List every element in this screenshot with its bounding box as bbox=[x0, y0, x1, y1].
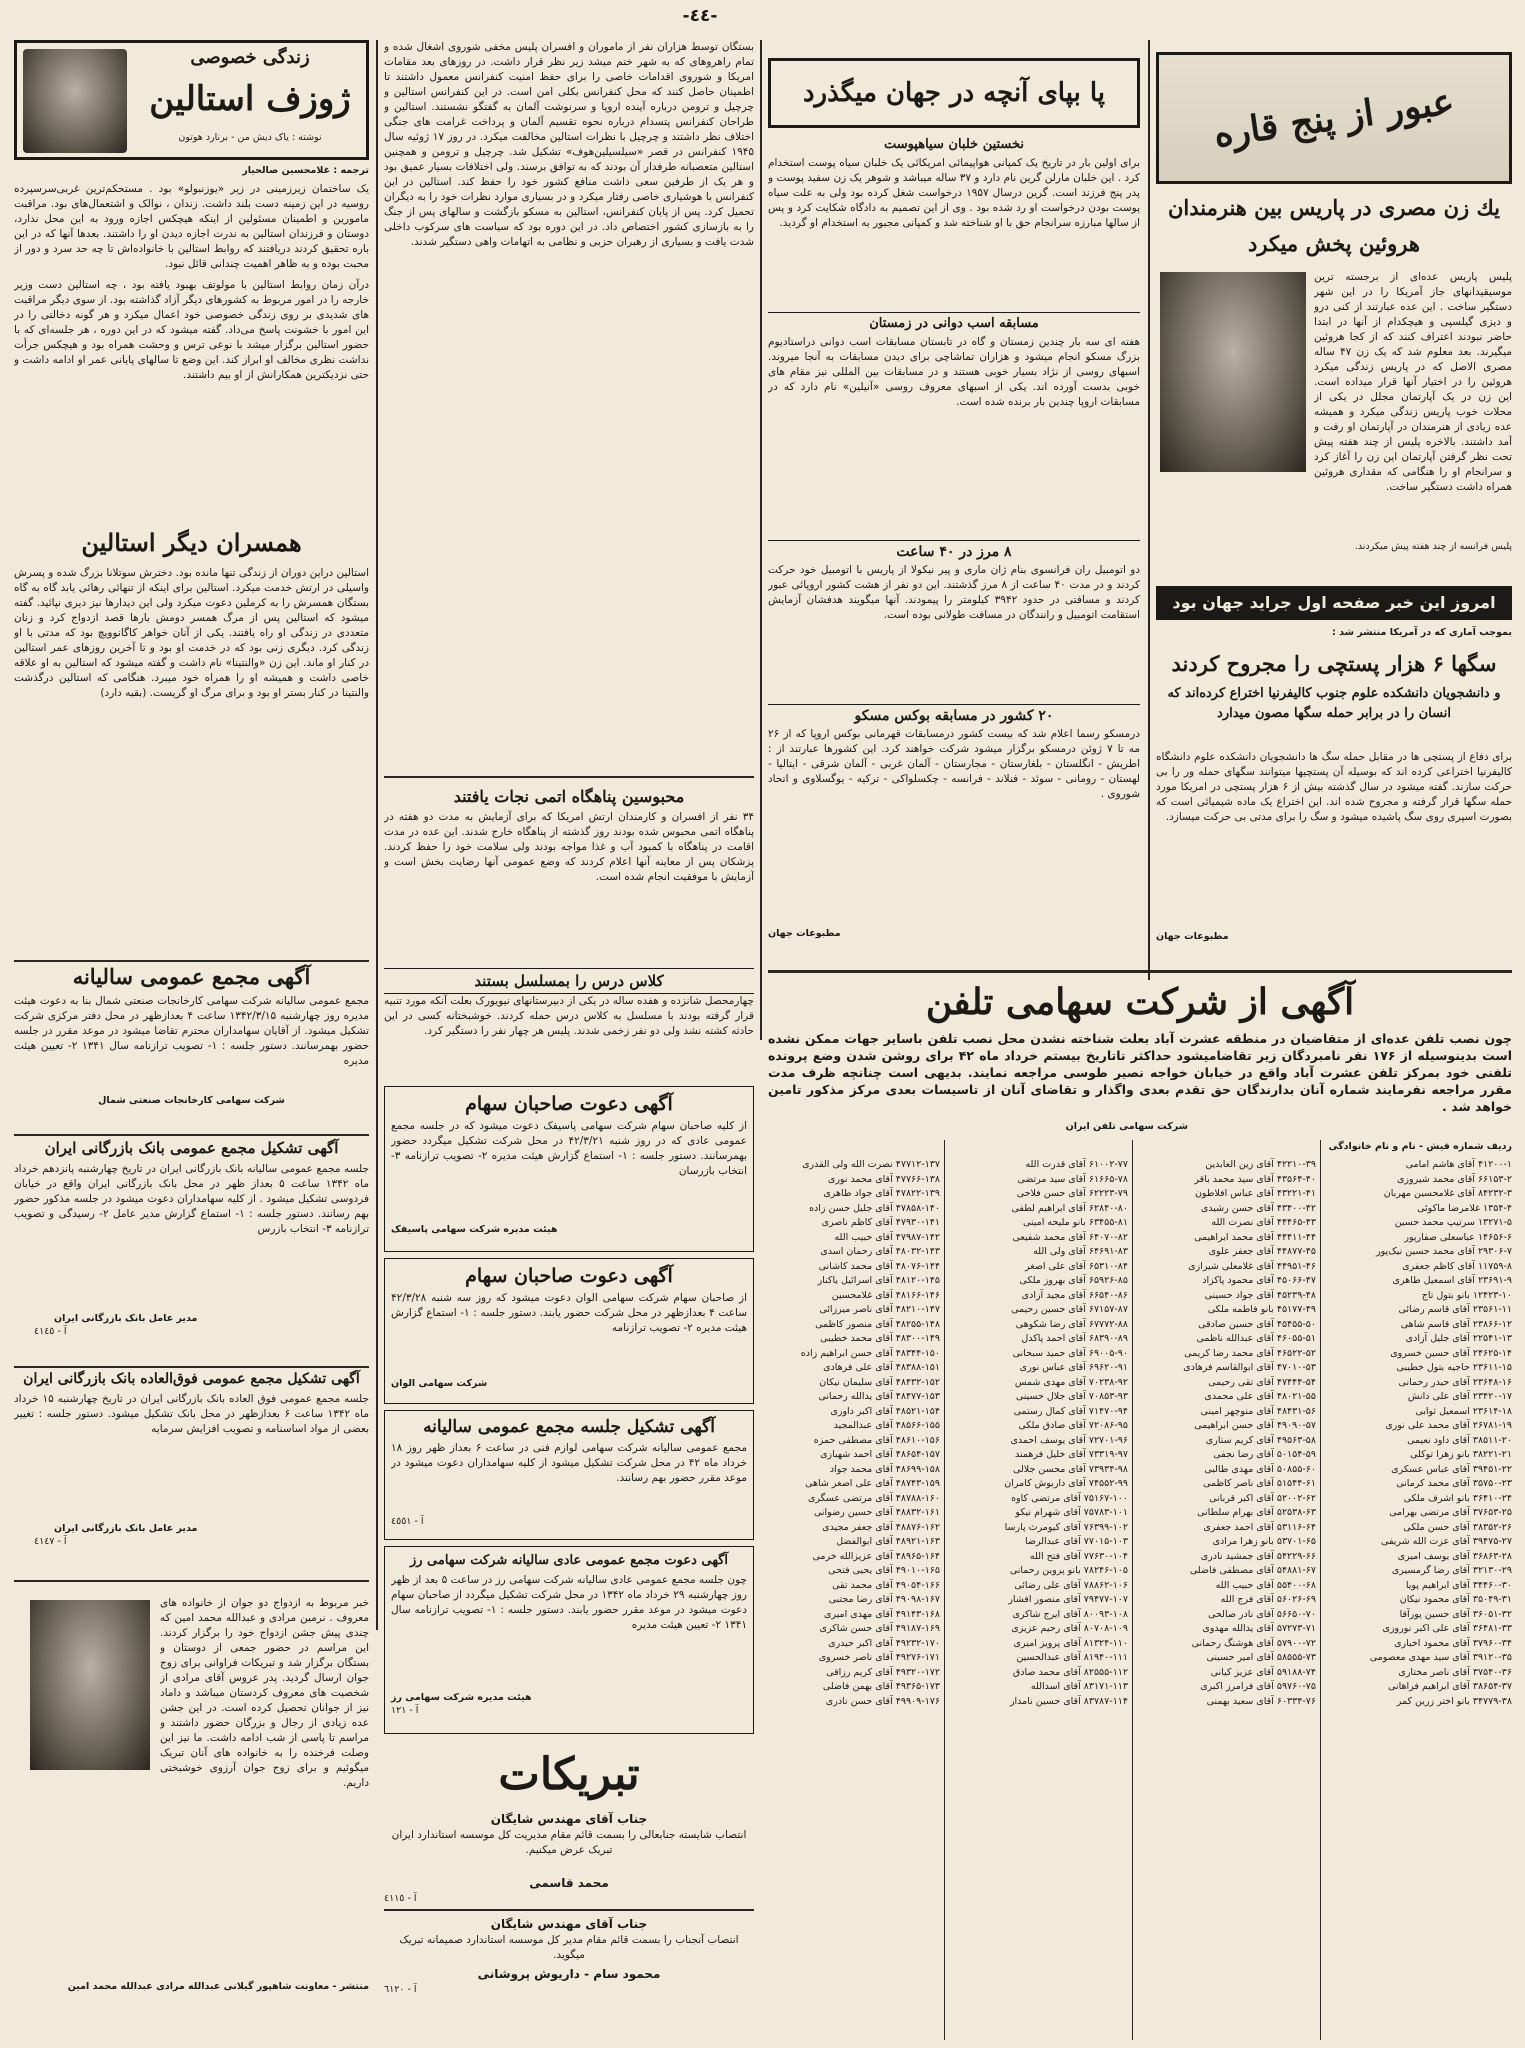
subscriber-row: ۴۸۰۲۱-۵۵ آقای علی محمدی bbox=[1204, 1391, 1316, 1402]
subscriber-row: ۷۵۷۸۳-۱۰۱ آقای شهرام نیکو bbox=[1015, 1507, 1128, 1518]
article-body: درمسکو رسما اعلام شد که بیست کشور درمسابقات قهرمانی بوکس اروپا که از ۲۶ مه تا ۷ ژوئن درمسکو برگزار میشود شرکت خواهند کرد. این کشورها عبارتند از : اطریش - انگلستان - بلغارستان - مجارستان - آلمان غربی - آلمان شرقی - ایتالیا - لهستان - رومانی - سوئد - فنلاند - فرانسه - چکسلواکی - ترکیه - یوگسلاوی و اتحاد شوروی . bbox=[768, 728, 1140, 800]
subscriber-row: ۶۴۶۹۱-۸۳ آقای ولی الله bbox=[1033, 1246, 1128, 1257]
ad-title: آگهی دعوت صاحبان سهام bbox=[465, 1093, 673, 1115]
subscriber-row: ۲۳۶۱۱-۱۵ حاجیه بتول خطیبی bbox=[1396, 1362, 1512, 1373]
subscriber-row: ۴۲۲۱۰-۳۹ آقای زین العابدین bbox=[1205, 1159, 1316, 1170]
subscriber-row: ۳۸۶۵۴-۳۷ آقای ابراهیم فراهانی bbox=[1388, 1681, 1512, 1692]
subscriber-row: ۴۹۰۹۸-۱۶۷ آقای رضا مجتبی bbox=[828, 1594, 940, 1605]
subscriber-row: ۲۳۶۹۱-۹ آقای اسمعیل طاهری bbox=[1392, 1275, 1512, 1286]
ad-body: جلسه مجمع عمومی سالیانه بانک بازرگانی ایران در تاریخ چهارشنبه پانزدهم خرداد ماه ۱۳۴۲ ساعت ۵ بعداز ظهر در محل بانک بازرگانی ایران واقع در خیابان فردوسی تشکیل میشود . از کلیه سهامداران دعوت میشود در جلسه مذکور حضور بهم رسانند. دستور جلسه : ۱- استماع گزارش مدیر عامل ۲- رسیدگی و تصویب ترازنامه ۳- انتخاب بازرس bbox=[14, 1163, 369, 1235]
subscriber-row: ۳۴۷۷۹-۳۸ بانو اختر زرین کمر bbox=[1396, 1695, 1512, 1707]
subscriber-row: ۱۱۷۵۹-۸ آقای کاظم جعفری bbox=[1402, 1260, 1512, 1272]
subscriber-row: ۳۵۷۵۰-۲۳ آقای محمد کرمانی bbox=[1396, 1478, 1512, 1489]
column-rule bbox=[944, 1140, 945, 2040]
world-heading-box bbox=[768, 58, 1140, 128]
wedding-body-a: خبر مربوط به ازدواج دو جوان از خانواده های معروف . نرمین مرادی و عبدالله محمد امین که چندی پیش جشن ازدواج خود را برگزار کردند. این مراسم در حضور جمعی از دوستان و بستگان برگزار شد و تبریکات فراوانی برای زوج جوان ارسال گردید. پدر عروس آقای مرادی از شخصیت های معروف کردستان میباشد و داماد نیز از جوانان تحصیل کرده است. در این جشن عده زیادی از رجال و بزرگان حضور داشتند و مراسم تا پاسی از شب ادامه داشت. ما نیز این وصلت فرخنده را به خانواده های آنان تبریک میگوئیم و برای زوج جوان آرزوی خوشبختی داریم. bbox=[160, 1597, 369, 1789]
ad-signature: هیئت مدیره شرکت سهامی رز bbox=[391, 1692, 532, 1703]
page-number: -٤٤- bbox=[682, 6, 718, 26]
subscriber-row: ۷۷۰۱۵-۱۰۳ آقای عبدالرضا bbox=[1024, 1536, 1128, 1547]
subscriber-row: ۲۳۴۲۰-۱۷ آقای علی دانش bbox=[1407, 1391, 1512, 1402]
subscriber-row: ۲۳۸۶۶-۱۲ آقای قاسم شاهی bbox=[1400, 1318, 1512, 1330]
world-article-boxing bbox=[768, 704, 1140, 948]
subscriber-row: ۳۶۰۵۱-۳۲ آقای حسین پورآقا bbox=[1399, 1608, 1512, 1620]
subscriber-row: ۳۸۵۱۱-۲۰ آقای داود نعیمی bbox=[1407, 1434, 1512, 1446]
subscriber-row: ۴۵۱۷۷-۴۹ بانو فاطمه ملکی bbox=[1207, 1304, 1316, 1315]
subscriber-row: ۵۷۲۷۳-۷۱ آقای یدالله مهدوی bbox=[1202, 1623, 1316, 1634]
ad-bank-assembly bbox=[14, 1134, 369, 1362]
subscriber-row: ۸۰۷۰۸-۱۰۹ آقای رحیم عزیزی bbox=[1011, 1623, 1128, 1634]
subscriber-row: ۶۱۶۶۵-۷۸ آقای سید مرتضی bbox=[1017, 1173, 1128, 1185]
subscriber-column-3 bbox=[950, 1158, 1128, 2038]
congrats-recipient: جناب آقای مهندس شایگان bbox=[490, 1812, 648, 1826]
news-title: کلاس درس را بمسلسل بستند bbox=[384, 968, 754, 994]
subscriber-row: ۴۸۴۳۱-۵۶ آقای منوچهر امینی bbox=[1200, 1405, 1316, 1417]
subscriber-row: ۳۶۴۸۱-۳۳ آقای علی اکبر نوروزی bbox=[1382, 1623, 1512, 1634]
subscriber-row: ۷۴۵۵۲-۹۹ آقای داریوش کامران bbox=[1004, 1478, 1128, 1489]
ad-code: آ - ٤٥٥١ bbox=[391, 1516, 424, 1527]
subscriber-row: ۴۷۸۵۸-۱۴۰ آقای جلیل حسن زاده bbox=[809, 1202, 940, 1214]
subscriber-row: ۸۴۲۳۲-۳ آقای غلامحسین مهربان bbox=[1383, 1188, 1512, 1199]
congrats-code: آ - ٦١٢٠ bbox=[384, 1984, 417, 1995]
subscriber-row: ۳۶۸۶۳-۲۸ آقای یوسف امیری bbox=[1397, 1550, 1512, 1562]
news-classroom bbox=[384, 968, 754, 1080]
article-title: نخستین خلبان سیاهپوست bbox=[883, 137, 1025, 152]
subscriber-row: ۸۱۹۴۰-۱۱۱ آقای عبدالحسین bbox=[1016, 1652, 1128, 1663]
five-continents-box bbox=[1156, 52, 1512, 184]
telephone-title: آگهی از شرکت سهامی تلفن bbox=[925, 981, 1355, 1023]
subscriber-row: ۴۸۳۸۸-۱۵۱ آقای علی فرهادی bbox=[823, 1362, 940, 1373]
ad-body: از کلیه صاحبان سهام شرکت سهامی پاسیفک دعوت میشود که در جلسه مجمع عمومی عادی که در روز شنبه ۴۲/۳/۲۱ در محل شرکت تشکیل میگردد حضور بهمرسانند. دستور جلسه : ۱- استماع گزارش هیئت مدیره ۲- تصویب ترازنامه ۳- انتخاب بازرسان bbox=[391, 1120, 747, 1177]
subscriber-row: ۵۲۵۳۸-۶۳ آقای بهرام سلطانی bbox=[1197, 1507, 1316, 1518]
subscriber-row: ۴۸۴۳۲-۱۵۲ آقای سلیمان نیکان bbox=[819, 1376, 940, 1388]
wedding-signature: منتشر - معاونت شاهپور گیلانی عبدالله مرادی عبدالله محمد امین bbox=[67, 1981, 369, 1992]
subscriber-row: ۵۴۸۸۱-۶۷ آقای مصطفی فاضلی bbox=[1189, 1565, 1316, 1576]
ad-title: آگهی تشکیل مجمع عمومی فوق‌العاده بانک بازرگانی ایران bbox=[23, 1371, 360, 1387]
subscriber-row: ۸۳۷۸۷-۱۱۴ آقای حسین نامدار bbox=[1009, 1695, 1128, 1707]
subscriber-row: ۱۳۲۷۱-۵ سرتیپ محمد حسین bbox=[1394, 1217, 1512, 1228]
subscriber-row: ۴۴۴۱۱-۴۴ آقای محمد ابراهیمی bbox=[1194, 1231, 1316, 1243]
telephone-signature: شرکت سهامی تلفن ایران bbox=[1065, 1121, 1188, 1132]
subscriber-row: ۴۹۲۳۲-۱۷۰ آقای اکبر حیدری bbox=[828, 1637, 940, 1649]
article-source: مطبوعات جهان bbox=[768, 928, 841, 939]
subscriber-row: ۷۳۹۳۴-۹۸ آقای محسن جلالی bbox=[1012, 1463, 1128, 1475]
subscriber-row: ۴۸۹۶۵-۱۶۴ آقای عزیزالله خرمی bbox=[812, 1550, 940, 1562]
world-heading: پا بپای آنچه در جهان میگذرد bbox=[802, 78, 1106, 108]
rule bbox=[384, 1909, 754, 1911]
subscriber-row: ۶۲۲۲۳-۷۹ آقای حسن فلاحی bbox=[1016, 1188, 1128, 1199]
subscriber-row: ۲۹۳۰۶-۷ آقای محمد حسین نیک‌پور bbox=[1376, 1246, 1512, 1257]
subscriber-row: ۴۸۹۲۱-۱۶۳ آقای ابوالفضل bbox=[836, 1536, 940, 1547]
stalin-series: زندگی خصوصی bbox=[190, 47, 310, 68]
subscriber-row: ۲۶۷۸۱-۱۹ آقای محمد علی نوری bbox=[1385, 1420, 1512, 1431]
subscriber-row: ۴۸۷۴۳-۱۵۹ آقای علی اصغر شاهی bbox=[805, 1478, 940, 1489]
ad-bank-extra bbox=[14, 1366, 369, 1576]
subscriber-row: ۵۵۴۰۰-۶۸ آقای حبیب الله bbox=[1215, 1579, 1316, 1591]
egyptian-woman-photo bbox=[1160, 272, 1306, 472]
subscriber-row: ۴۸۴۷۷-۱۵۳ آقای یدالله رحمانی bbox=[818, 1391, 940, 1402]
subscriber-row: ۴۹۳۲۰-۱۷۲ آقای کریم رزاقی bbox=[826, 1666, 940, 1678]
stalin-title: ژوزف استالین bbox=[149, 79, 351, 119]
world-article-borders bbox=[768, 540, 1140, 700]
ad-roz-company bbox=[384, 1546, 754, 1734]
subscriber-row: ۲۳۶۱۴-۱۸ اسمعیل ثوابی bbox=[1415, 1405, 1512, 1417]
subscriber-row: ۵۶۶۵۰-۷۰ آقای نادر صالحی bbox=[1208, 1608, 1316, 1620]
subscriber-row: ۴۸۷۸۸-۱۶۰ آقای مرتضی عسگری bbox=[807, 1492, 940, 1504]
subscriber-row: ۵۳۷۰۱-۶۵ بانو زهرا مرادی bbox=[1212, 1536, 1316, 1547]
subscriber-row: ۴۵۴۵۵-۵۰ آقای حسین صادقی bbox=[1198, 1318, 1316, 1330]
subscriber-row: ۷۰۸۵۳-۹۳ آقای جلال حسینی bbox=[1015, 1391, 1128, 1402]
ad-signature: شرکت سهامی الوان bbox=[391, 1378, 488, 1389]
subscriber-row: ۱۴۶۵۶-۶ عباسعلی صفارپور bbox=[1404, 1231, 1512, 1243]
subscriber-row: ۵۰۱۵۴-۵۹ آقای رضا نجفی bbox=[1213, 1449, 1316, 1460]
subscriber-row: ۴۸۳۴۴-۱۵۰ آقای حسن ابراهیم زاده bbox=[800, 1347, 940, 1359]
subscriber-row: ۷۳۳۱۹-۹۷ آقای خلیل فرهمند bbox=[1015, 1449, 1128, 1460]
ad-title: آگهی مجمع عمومی سالیانه bbox=[72, 964, 311, 989]
subscriber-row: ۴۸۱۶۶-۱۴۶ آقای غلامحسین bbox=[831, 1289, 940, 1301]
subscriber-row: ۶۲۸۴۰-۸۰ آقای ابراهیم لطفی bbox=[1011, 1202, 1128, 1214]
world-article-pilot bbox=[768, 134, 1140, 306]
subscriber-row: ۳۹۴۷۵-۲۷ آقای عزت الله شریفی bbox=[1381, 1536, 1512, 1547]
subscriber-row: ۴۸۶۹۹-۱۵۸ آقای محمد جواد bbox=[829, 1463, 940, 1475]
subscriber-row: ۲۲۵۴۱-۱۳ آقای جلیل آزادی bbox=[1405, 1333, 1512, 1344]
five-continents-caption: پلیس فرانسه از چند هفته پیش میکردند. bbox=[1354, 541, 1512, 552]
stalin-subhead: همسران دیگر استالین bbox=[81, 528, 302, 557]
stalin-translator: ترجمه : غلامحسین صالحیار bbox=[242, 165, 369, 176]
ad-title: آگهی تشکیل جلسه مجمع عمومی سالیانه bbox=[423, 1417, 715, 1437]
world-article-horse bbox=[768, 312, 1140, 536]
congrats-body: انتصاب آنجناب را بسمت قائم مقام مدیر کل موسسه استاندارد صمیمانه تبریک میگوید. bbox=[399, 1934, 739, 1961]
subscriber-row: ۷۰۲۳۸-۹۲ آقای مهدی شمس bbox=[1014, 1376, 1128, 1388]
subscriber-row: ۴۹۵۶۳-۵۸ آقای کریم ستاری bbox=[1205, 1434, 1316, 1446]
subscriber-row: ۷۲۷۰۱-۹۶ آقای یوسف احمدی bbox=[1010, 1434, 1128, 1446]
subscriber-row: ۴۵۰۶۶-۴۷ آقای محمود پاکزاد bbox=[1202, 1275, 1316, 1286]
five-continents-body: پلیس پاریس عده‌ای از برجسته ترین موسیقیدانهای جاز آمریکا را در این شهر دستگیر ساخت . این عده عبارتند از کنی درو و دیزی گیلسپی و هیچکدام از آنها در ابتدا حاضر نبودند اعتراف کنند که از کجا هروئین میگیرند. بعد معلوم شد که یک زن ۴۷ ساله مصری الاصل که در پاریس زندگی میکرد هروئین را در اختیار آنها قرار میداده است. این زن در یک آپارتمان مجلل در یکی از محلات خوب پاریس زندگی میکرد و همیشه عده زیادی از هنرمندان در آپارتمان او رفت و آمد داشتند. بالاخره پلیس از چند هفته پیش تحت نظر گرفتن آپارتمان این زن را آغاز کرد و سرانجام او را هنگامی که مقداری هروئین همراه داشت دستگیر ساخت. bbox=[1314, 271, 1512, 493]
subscriber-row: ۵۴۲۲۹-۶۶ آقای جمشید نادری bbox=[1200, 1550, 1316, 1562]
subscriber-column-2 bbox=[1138, 1158, 1316, 2038]
congrats-code: آ - ٤١١٥ bbox=[384, 1893, 417, 1904]
subscriber-row: ۶۹۶۲۰-۹۱ آقای عباس نوری bbox=[1019, 1362, 1128, 1373]
congrats-title: تبریکات bbox=[498, 1749, 640, 1800]
article-title: ۸ مرز در ۴۰ ساعت bbox=[896, 544, 1012, 560]
subscriber-row: ۷۸۸۶۲-۱۰۶ آقای علی رضائی bbox=[1014, 1579, 1128, 1591]
subscriber-row: ۵۷۹۰۰-۷۲ آقای هوشنگ رحمانی bbox=[1191, 1637, 1316, 1649]
subscriber-row: ۶۵۳۱۰-۸۴ آقای علی اصغر bbox=[1025, 1260, 1128, 1272]
subscriber-row: ۴۹۱۴۳-۱۶۸ آقای مهدی امیری bbox=[824, 1608, 940, 1620]
subscriber-row: ۴۹۹۰۹-۱۷۶ آقای حسن نادری bbox=[825, 1695, 940, 1707]
five-continents-heading: عبور از پنج قاره bbox=[1211, 80, 1457, 156]
ad-assembly-north bbox=[14, 960, 369, 1130]
article-body: برای اولین بار در تاریخ یک کمپانی هواپیمائی امریکائی یک خلبان سیاه پوست استخدام کرد . این خلبان مارلن گرین نام دارد و ۳۷ ساله میباشد و شوهر یک زن سفید پوست و پدر پنج فرزند است. گرین درسال ۱۹۵۷ درخواست شغل کرده بود ولی به علت سیاه پوست بودن درخواست او رد شده بود . وی از این تصمیم به دادگاه شکایت کرد و پس از سالها مبارزه سرانجام حق با او شناخته شد و کمپانی مجبور به استخدام او گردید. bbox=[768, 157, 1140, 229]
subscriber-row: ۳۷۵۴۰-۳۶ آقای ناصر مختاری bbox=[1398, 1666, 1512, 1678]
stalin-body-1 bbox=[14, 182, 369, 522]
ad-title: آگهی دعوت صاحبان سهام bbox=[465, 1265, 673, 1287]
subscriber-row: ۶۴۰۷۰-۸۲ آقای محمد شفیعی bbox=[1012, 1231, 1128, 1243]
subscriber-row: ۲۴۶۲۵-۱۴ آقای حسین خسروی bbox=[1390, 1347, 1512, 1359]
ad-body: مجمع عمومی سالیانه شرکت سهامی کارخانجات صنعتی شمال بنا به دعوت هیئت مدیره روز چهارشنبه ۱۳۴۲/۳/۱۵ ساعت ۴ بعدازظهر در محل دفتر مرکزی شرکت تشکیل میشود. از آقایان سهامداران محترم تقاضا میشود در موعد مقرر در جلسه حضور بهمرسانند. دستور جلسه : ۱- تصویب ترازنامه سال ۱۳۴۱ ۲- تعیین هیئت مدیره bbox=[14, 995, 369, 1067]
news-body: ۳۴ نفر از افسران و کارمندان ارتش امریکا که برای آزمایش به مدت دو هفته در پناهگاه اتمی محبوس شده بودند روز گذشته از پناهگاه خارج شدند. این عده در مدت اقامت در پناهگاه با کمبود آب و غذا مواجه بودند ولی سلامت خود را حفظ کردند. پزشکان پس از معاینه آنها اعلام کردند که وضع عمومی آنها رضایت بخش است و آزمایش با موفقیت انجام شده است. bbox=[384, 811, 754, 883]
subscriber-row: ۴۹۳۶۵-۱۷۳ آقای بهمن فاضلی bbox=[822, 1681, 940, 1692]
stalin-portrait bbox=[23, 49, 127, 153]
subscriber-row: ۴۷۰۱۰-۵۳ آقای ابوالقاسم فرهادی bbox=[1183, 1362, 1316, 1373]
subscriber-row: ۴۳۲۲۱-۴۱ آقای عباس افلاطون bbox=[1194, 1188, 1316, 1199]
subscriber-row: ۴۹۰۹۰-۵۷ آقای حسن ابراهیمی bbox=[1194, 1420, 1316, 1431]
rule bbox=[14, 1580, 369, 1582]
ad-code: آ - ٤١٤٥ bbox=[34, 1326, 67, 1337]
stalin-header-box bbox=[14, 40, 369, 160]
news-headline: سگها ۶ هزار پستچی را مجروح کردند bbox=[1171, 651, 1497, 676]
news-title: محبوسین پناهگاه اتمی نجات یافتند bbox=[453, 787, 685, 806]
subscriber-row: ۷۲۰۸۶-۹۵ آقای صادق ملکی bbox=[1018, 1420, 1128, 1431]
subscriber-row: ۶۷۱۵۷-۸۷ آقای حسین رحیمی bbox=[1011, 1304, 1128, 1315]
subscriber-row: ۷۱۴۷۰-۹۴ آقای کمال رستمی bbox=[1013, 1405, 1128, 1417]
news-subhead: و دانشجویان دانشکده علوم جنوب کالیفرنیا اختراع کرده‌اند که انسان را در برابر حمله سگها مصون میدارد bbox=[1167, 686, 1501, 721]
subscriber-row: ۵۱۵۴۴-۶۱ آقای ناصر کاظمی bbox=[1203, 1478, 1316, 1489]
subscriber-row: ۴۸۸۳۲-۱۶۱ آقای حسین رضوانی bbox=[813, 1507, 940, 1518]
ad-shareholders-pacific bbox=[384, 1086, 754, 1252]
subscriber-row: ۴۸۲۱۰-۱۴۷ آقای ناصر میرزائی bbox=[819, 1304, 940, 1315]
subscriber-row: ۵۳۱۱۶-۶۴ آقای احمد جعفری bbox=[1203, 1521, 1316, 1533]
ad-signature: مدیر عامل بانک بازرگانی ایران bbox=[54, 1523, 198, 1534]
subscriber-row: ۷۷۶۳۰-۱۰۴ آقای فتح الله bbox=[1029, 1550, 1128, 1562]
ad-code: آ - ۱۲۱ bbox=[391, 1705, 419, 1716]
ad-code: آ - ٤١٤٧ bbox=[34, 1536, 67, 1547]
subscriber-row: ۶۳۴۵۵-۸۱ بانو ملیحه امینی bbox=[1022, 1217, 1128, 1228]
rule bbox=[14, 1366, 369, 1368]
subscriber-row: ۴۸۶۱۰-۱۵۶ آقای مصطفی حمزه bbox=[813, 1434, 940, 1446]
rule bbox=[768, 970, 1512, 973]
column-rule bbox=[376, 40, 378, 1630]
column-rule bbox=[1148, 40, 1150, 980]
subscriber-row: ۴۸۰۷۶-۱۴۴ آقای محمد کاشانی bbox=[818, 1260, 940, 1272]
ad-signature: مدیر عامل بانک بازرگانی ایران bbox=[54, 1313, 198, 1324]
subscriber-row: ۳۸۳۵۲-۲۶ آقای حسن ملکی bbox=[1403, 1521, 1512, 1533]
article-body: دو اتومبیل ران فرانسوی بنام ژان ماری و پیر نیکولا از پاریس با اتومبیل خود حرکت کردند و در مدت ۴۰ ساعت از ۸ مرز گذشتند. این دو نفر از هشت کشور اروپائی عبور کردند و مسافتی در حدود ۳۹۴۲ کیلومتر را پیمودند. آنها میگویند هدفشان آزمایش استقامت اتومبیل و رانندگان در مسافت طولانی بوده است. bbox=[768, 564, 1140, 621]
subscriber-row: ۳۷۹۶۰-۳۴ آقای محمود اخباری bbox=[1394, 1637, 1512, 1649]
rule bbox=[14, 1134, 369, 1136]
telephone-col-header: ردیف شماره فیش - نام و نام خانوادگی bbox=[1328, 1141, 1512, 1152]
article-title: ۲۰ کشور در مسابقه بوکس مسکو bbox=[854, 708, 1054, 724]
subscriber-row: ۳۲۱۳۰-۲۹ آقای رضا گرمسیری bbox=[1391, 1565, 1512, 1576]
subscriber-row: ۷۸۲۴۶-۱۰۵ بانو پروین رحمانی bbox=[1009, 1565, 1128, 1576]
news-body: برای دفاع از پستچی ها در مقابل حمله سگ ها دانشجویان دانشکده علوم دانشگاه کالیفرنیا اختراعی کرده اند که بوسیله آن پستچیها میتوانند سگهای حمله ور را بی حرکت سازند. گفته میشود در سال گذشته بیش از ۶ هزار پستچی در امریکا مورد حمله سگها قرار گرفته و مجروح شده اند. این اختراع یک ماده شیمیائی است که بصورت اسپری روی سگ پاشیده میشود و سگ را برای مدتی بی حرکت میسازد. bbox=[1156, 751, 1512, 823]
article-body: هفته ای سه بار چندین زمستان و گاه در تابستان مسابقات اسب دوانی دراستادیوم بزرگ مسکو انجام میشود و هزاران تماشاچی برای دیدن مسابقات به آنجا میروند. اسبهای روسی از نژاد بسیار خوبی هستند و در مسابقات بین المللی نیز مقام های خوبی بدست آورده اند. یکی از اسبهای معروف روسی «آنیلین» نام دارد که در مسابقات اروپا چندین بار برنده شده است. bbox=[768, 336, 1140, 408]
subscriber-row: ۶۷۷۷۲-۸۸ آقای رضا شکوهی bbox=[1015, 1318, 1128, 1330]
telephone-body: چون نصب تلفن عده‌ای از متقاضیان در منطقه عشرت آباد بعلت شناخته نشدن محل نصب تلفن باسایر جهات ممکن نشده است بدینوسیله از ۱۷۶ نفر نامبردگان زیر تقاضامیشود حداکثر تاتاریخ بیستم خرداد ماه ۴۲ برای روشن شدن وضع پرونده تلفنی خود بمرکز تلفن عشرت آباد واقع در خیابان خواجه نصیر طوسی مراجعه نمایند. بدیهی است چنانچه ظرف مدت مقرر مراجعه نفرمایند شماره آنان بدارندگان حق تقدم بعدی واگذار و تقاضای آنان از تاسیسات بعدی مرکز مذکور تامین خواهد شد . bbox=[768, 1031, 1512, 1114]
congrats-body: انتصاب شایسته جنابعالی را بسمت قائم مقام مدیریت کل موسسه استاندارد ایران تبریک عرض میکنیم. bbox=[391, 1829, 747, 1856]
stalin-author: نوشته : یاک دیش من - برنارد هوتون bbox=[178, 132, 322, 143]
ad-body: جلسه مجمع عمومی فوق العاده بانک بازرگانی ایران در تاریخ چهارشنبه ۱۵ خرداد ماه ۱۳۴۲ ساعت ۶ بعدازظهر در محل بانک تشکیل میشود. دستور جلسه : تغییر بعضی از مواد اساسنامه و تصویب افزایش سرمایه bbox=[14, 1393, 369, 1435]
subscriber-row: ۵۹۱۸۸-۷۴ آقای عزیز کیانی bbox=[1210, 1666, 1316, 1678]
subscriber-row: ۴۷۴۴۴-۵۴ آقای تقی رحیمی bbox=[1208, 1376, 1316, 1388]
rule bbox=[384, 776, 754, 778]
subscriber-row: ۴۴۴۶۵-۴۳ آقای نصرت الله bbox=[1211, 1217, 1316, 1228]
subscriber-row: ۶۶۵۴۰-۸۶ آقای مجید آزادی bbox=[1021, 1289, 1128, 1301]
ad-title: آگهی دعوت مجمع عمومی عادی سالیانه شرکت سهامی رز bbox=[409, 1553, 729, 1568]
subscriber-row: ۴۶۰۵۵-۵۱ آقای عبدالله ناظمی bbox=[1196, 1333, 1316, 1344]
subscriber-row: ۴۷۷۱۲-۱۳۷ نصرت الله ولی القدری bbox=[802, 1159, 940, 1170]
subscriber-row: ۴۸۵۶۶-۱۵۵ آقای عبدالمجید bbox=[833, 1420, 940, 1431]
subscriber-row: ۴۷۷۶۶-۱۳۸ آقای محمد نوری bbox=[827, 1173, 940, 1185]
subscriber-row: ۵۹۷۶۰-۷۵ آقای فرامرز اکبری bbox=[1200, 1681, 1316, 1692]
subscriber-row: ۴۹۱۸۷-۱۶۹ آقای حسن شاکری bbox=[819, 1623, 940, 1634]
subscriber-row: ۷۵۱۶۷-۱۰۰ آقای مرتضی کاوه bbox=[1011, 1492, 1128, 1504]
subscriber-row: ۲۳۶۴۸-۱۶ آقای حیدر رحمانی bbox=[1398, 1376, 1512, 1388]
subscriber-column-1 bbox=[1326, 1158, 1512, 2038]
subscriber-row: ۴۳۴۰۰-۴۲ آقای حسن رشیدی bbox=[1200, 1202, 1316, 1214]
rule bbox=[14, 960, 369, 962]
article-title: مسابقه اسب دوانی در زمستان bbox=[869, 316, 1039, 331]
subscriber-row: ۴۱۲۰۰-۱ آقای هاشم امامی bbox=[1405, 1159, 1512, 1170]
column-rule bbox=[1320, 1140, 1321, 2040]
subscriber-row: ۳۹۱۲۰-۳۵ آقای سید مهدی معصومی bbox=[1369, 1652, 1512, 1663]
subscriber-row: ۸۲۵۵۵-۱۱۲ آقای محمد صادق bbox=[1012, 1666, 1128, 1678]
congrats-signature: محمد قاسمی bbox=[529, 1876, 609, 1890]
subscriber-row: ۱۲۴۲۳-۱۰ بانو بتول تاج bbox=[1421, 1289, 1512, 1301]
subscriber-row: ۳۸۲۲۱-۲۱ بانو زهرا توکلی bbox=[1410, 1449, 1512, 1460]
subscriber-row: ۵۲۰۰۲-۶۲ آقای اکبر قربانی bbox=[1209, 1492, 1316, 1504]
subscriber-column-4 bbox=[768, 1158, 940, 2038]
subscriber-row: ۶۱۰۰۲-۷۷ آقای قدرت الله bbox=[1025, 1159, 1128, 1170]
wedding-photo bbox=[30, 1600, 150, 1770]
news-source: مطبوعات جهان bbox=[1156, 931, 1229, 942]
subscriber-row: ۳۷۶۵۳-۲۵ آقای مرتضی بهرامی bbox=[1389, 1507, 1512, 1518]
subscriber-row: ۸۱۳۲۴-۱۱۰ آقای پرویز امیری bbox=[1013, 1637, 1128, 1649]
subscriber-row: ۴۷۹۳۰-۱۴۱ آقای کاظم ناصری bbox=[821, 1217, 940, 1228]
stalin-paragraph: یک ساختمان زیرزمینی در زیر «یوزنبولو» بود . مستحکم‌ترین غربی‌سرسپرده روسیه در این زمینه دست بلند داشت. زندان ، نوالک و اشتعمال‌های بود. مراقبت مامورین و اطمینان مسئولین از اینکه هیچکس اجازه ورود به این محل ندارد، دوستان و فرزندان استالین به ندرت اجازه دیدن او را داشتند. بعدها آنها که در این باره تحقیق کردند دریافتند که روابط استالین با خانواده‌اش تا چه حد سرد و دور از محبت بوده و به ظاهر اهمیت چندانی قائل نبود. bbox=[14, 183, 369, 270]
stalin-paragraph: درآن زمان روابط استالین با مولوتف بهبود یافته بود ، چه استالین دست وزیر خارجه را در امور مربوط به کشورهای دیگر آزاد گذاشته بود. از سوی دیگر مراقبت های شدیدی بر روی زندگی خصوصی خود اعمال میکرد و هر گونه دخالتی را در این امور با خشونت پاسخ می‌داد. گفته میشود که در این دوره ، هر جلسه‌ای که با حضور استالین برگزار میشد با نوعی ترس و وحشت همراه بود و هیچکس جرأت نداشت نظری مخالف او ابراز کند. این وضع تا سالهای پایانی عمر او ادامه داشت و حتی نزدیکترین همکارانش از او بیم داشتند. bbox=[14, 279, 369, 381]
congrats-box bbox=[384, 1740, 754, 2040]
congrats-recipient: جناب آقای مهندس شایگان bbox=[490, 1917, 648, 1931]
headline-banner: امروز این خبر صفحه اول جراید جهان بود bbox=[1156, 586, 1512, 620]
subscriber-row: ۴۶۵۲۲-۵۲ آقای محمد رضا کریمی bbox=[1184, 1347, 1316, 1359]
subscriber-row: ۸۰۰۹۳-۱۰۸ آقای ایرج شاکری bbox=[1012, 1608, 1128, 1620]
ad-signature: هیئت مدیره شرکت سهامی پاسیفک bbox=[391, 1224, 558, 1235]
subscriber-row: ۴۷۹۸۷-۱۴۲ آقای حبیب الله bbox=[834, 1231, 940, 1243]
subscriber-row: ۲۳۵۶۱-۱۱ آقای قاسم رضائی bbox=[1398, 1304, 1512, 1315]
ad-signature: شرکت سهامی کارخانجات صنعتی شمال bbox=[98, 1095, 285, 1106]
ad-body: چون جلسه مجمع عمومی عادی سالیانه شرکت سهامی رز در ساعت ۵ بعد از ظهر روز چهارشنبه ۲۹ خرداد ماه ۱۳۴۲ در محل شرکت تشکیل میگردد از صاحبان سهام دعوت میشود در موعد مقرر حضور یابند. دستور جلسه : ۱- تصویب ترازنامه سال ۱۳۴۱ ۲- تعیین هیئت مدیره bbox=[391, 1574, 747, 1631]
subscriber-row: ۵۰۸۵۵-۶۰ آقای مهدی طالبی bbox=[1204, 1463, 1316, 1475]
subscriber-row: ۴۸۲۵۵-۱۴۸ آقای منصور کاظمی bbox=[815, 1318, 940, 1330]
subscriber-row: ۴۷۸۲۲-۱۳۹ آقای جواد طاهری bbox=[823, 1188, 940, 1199]
subscriber-row: ۶۰۳۳۴-۷۶ آقای سعید بهمنی bbox=[1206, 1695, 1316, 1707]
subscriber-row: ۴۸۸۷۶-۱۶۲ آقای جعفر مجیدی bbox=[822, 1521, 940, 1533]
subscriber-row: ۴۸۵۲۱-۱۵۴ آقای اکبر داوری bbox=[830, 1405, 940, 1417]
ad-body: از صاحبان سهام شرکت سهامی الوان دعوت میشود که روز سه شنبه ۴۲/۳/۲۸ ساعت ۴ بعدازظهر در محل شرکت حضور یابند. دستور جلسه : ۱- استماع گزارش هیئت مدیره ۲- تصویب ترازنامه bbox=[391, 1292, 747, 1334]
column-rule bbox=[760, 40, 762, 1040]
column-rule bbox=[1132, 1140, 1133, 2040]
subscriber-row: ۳۴۴۶۰-۳۰ آقای ابراهیم پویا bbox=[1405, 1579, 1512, 1591]
news-shelter bbox=[384, 784, 754, 964]
subscriber-row: ۴۴۸۷۷-۴۵ آقای جعفر علوی bbox=[1208, 1246, 1316, 1257]
subscriber-row: ۴۵۲۳۹-۴۸ آقای جواد حسینی bbox=[1204, 1289, 1316, 1301]
news-body: چهارمحصل شانزده و هفده ساله در یکی از دبیرستانهای نیویورک بعلت آنکه مورد تنبیه قرار گرفته بودند با مسلسل به کلاس درس حمله کردند. خوشبختانه کسی در این حادثه کشته نشد ولی دو نفر زخمی شدند. پلیس هر چهار نفر را دستگیر کرد. bbox=[384, 995, 754, 1037]
middle-article: بستگان توسط هزاران نفر از ماموران و افسران پلیس مخفی شوروی اشغال شده و تمام راهروهای که به شهر ختم میشد زیر نظر قرار داشت. در روزهای بعد مقامات امریکا و شوروی اقدامات خاصی را برای حفظ امنیت کنفرانس معمول داشتند تا اطمینان حاصل کنند که محل کنفرانس بکلی امن است. در این کنفرانس استالین و چرچیل و ترومن درباره آینده اروپا و سرنوشت آلمان به گفتگو نشستند. استالین و طراحان کنفرانس پتسدام درباره نحوه تقسیم آلمان و پرداخت غرامت های جنگی اختلاف نظر داشتند و چرچیل با نظرات استالین مخالفت میکرد. در روز ۱۷ ژوئیه سال ۱۹۴۵ کنفرانس در قصر «سیلسیلین‌هوف» تشکیل شد. چرچیل و ترومن و همچنین استالین متعصبانه طرفدار آن بودند که به توافق برسند. ولی اختلافات بسیار عمیق بود و هر یک از طرفین سعی داشت منافع کشور خود را حفظ کند. استالین در این کنفرانس با هوشیاری خاصی رفتار میکرد و در بسیاری موارد نظرات خود را به دیگران تحمیل کرد. پس از پایان کنفرانس، استالین به مسکو بازگشت و سالهای پس از جنگ را به بازسازی کشور اختصاص داد. در این دوره بود که سیاست های سرکوب داخلی شدت یافت و بسیاری از رهبران حزبی و نظامی به اتهامات واهی دستگیر شدند. bbox=[384, 41, 754, 248]
ad-shareholders-alvan bbox=[384, 1258, 754, 1404]
subscriber-row: ۶۸۳۹۰-۸۹ آقای احمد پاکدل bbox=[1021, 1333, 1128, 1344]
subscriber-row: ۴۴۹۵۱-۴۶ آقای غلامعلی شیرازی bbox=[1188, 1260, 1316, 1272]
subscriber-row: ۸۳۱۷۱-۱۱۳ آقای اسدالله bbox=[1030, 1681, 1128, 1692]
subscriber-row: ۴۹۰۱۰-۱۶۵ آقای یحیی فتحی bbox=[828, 1565, 940, 1576]
subscriber-row: ۱۳۵۴-۴ غلامرضا ماکوئی bbox=[1417, 1202, 1512, 1214]
subscriber-row: ۴۸۶۵۴-۱۵۷ آقای احمد شهبازی bbox=[820, 1449, 940, 1460]
subscriber-row: ۴۹۰۵۴-۱۶۶ آقای محمد تقی bbox=[832, 1579, 940, 1591]
subscriber-row: ۴۹۲۷۶-۱۷۱ آقای ناصر خسروی bbox=[818, 1652, 940, 1663]
subscriber-row: ۷۹۴۷۷-۱۰۷ آقای منصور افشار bbox=[1008, 1594, 1128, 1605]
ad-title: آگهی تشکیل مجمع عمومی بانک بازرگانی ایران bbox=[44, 1139, 339, 1157]
subscriber-row: ۳۹۴۵۱-۲۲ آقای عباس عسکری bbox=[1391, 1463, 1512, 1475]
subscriber-row: ۳۶۴۱۰-۲۴ بانو اشرف ملکی bbox=[1403, 1492, 1512, 1504]
subscriber-row: ۵۸۵۵۵-۷۳ آقای امیر حسینی bbox=[1206, 1652, 1316, 1663]
stalin-body-2: استالین دراین دوران از زندگی تنها مانده بود. دخترش سوتلانا بزرگ شده و پسرش واسیلی در ارتش خدمت میکرد. استالین برای اینکه از تنهائی رهائی یابد گاه به گاه بستگان همسرش را به کرملین دعوت میکرد ولی این دیدارها نیز دیری نپائید. گفته میشود که استالین پس از مرگ همسر دومش بارها قصد ازدواج کرد و زنان متعددی در زندگی او راه یافتند. یکی از آنان خواهر کاگانوویچ بود که مدتی با او زندگی کرد. دیگری زنی بود که در خدمت او بود و تا آخرین روزهای عمر استالین در کنار او ماند. این زن «والنتینا» نام داشت و گفته میشود که استالین به او علاقه خاصی داشت و همیشه او را همراه خود میبرد. هنگامی که استالین درگذشت والنتینا در کنار بستر او بود و برای مرگ او گریست. (بقیه دارد) bbox=[14, 567, 369, 699]
news-intro: بموجب آماری که در آمریکا منتشر شد : bbox=[1331, 627, 1512, 638]
subscriber-row: ۳۵۰۴۹-۳۱ آقای محمود نیکان bbox=[1399, 1594, 1512, 1605]
congrats-signature: محمود سام - داریوش پروشانی bbox=[477, 1967, 661, 1981]
subscriber-row: ۴۳۵۶۴-۴۰ آقای سید محمد باقر bbox=[1194, 1173, 1316, 1185]
five-continents-title: یك زن مصری در پاریس بین هنرمندان هروئین پخش میکرد bbox=[1168, 195, 1500, 256]
subscriber-row: ۵۶۰۲۶-۶۹ آقای فرج الله bbox=[1220, 1594, 1316, 1605]
subscriber-row: ۴۸۳۰۰-۱۴۹ آقای محمد خطیبی bbox=[820, 1333, 940, 1344]
subscriber-row: ۴۸۱۲۰-۱۴۵ آقای اسرائیل یاکنار bbox=[817, 1275, 940, 1286]
subscriber-row: ۶۹۰۰۵-۹۰ آقای حمید سبحانی bbox=[1012, 1347, 1128, 1359]
ad-annual-assembly bbox=[384, 1410, 754, 1540]
subscriber-row: ۷۶۳۹۹-۱۰۲ آقای کیومرث پارسا bbox=[1004, 1521, 1128, 1533]
subscriber-row: ۶۵۹۲۶-۸۵ آقای بهروز ملکی bbox=[1019, 1275, 1128, 1286]
subscriber-row: ۶۶۱۵۳-۲ آقای محمد شیروزی bbox=[1397, 1173, 1512, 1185]
ad-body: مجمع عمومی سالیانه شرکت سهامی لوازم فنی در ساعت ۶ بعداز ظهر روز ۱۸ خرداد ماه ۴۲ در محل شرکت تشکیل میشود از کلیه سهامداران دعوت میشود در موعد مقرر حضور بهم رسانند. bbox=[391, 1442, 747, 1484]
subscriber-row: ۴۸۰۳۲-۱۴۳ آقای رحمان اسدی bbox=[820, 1246, 940, 1257]
